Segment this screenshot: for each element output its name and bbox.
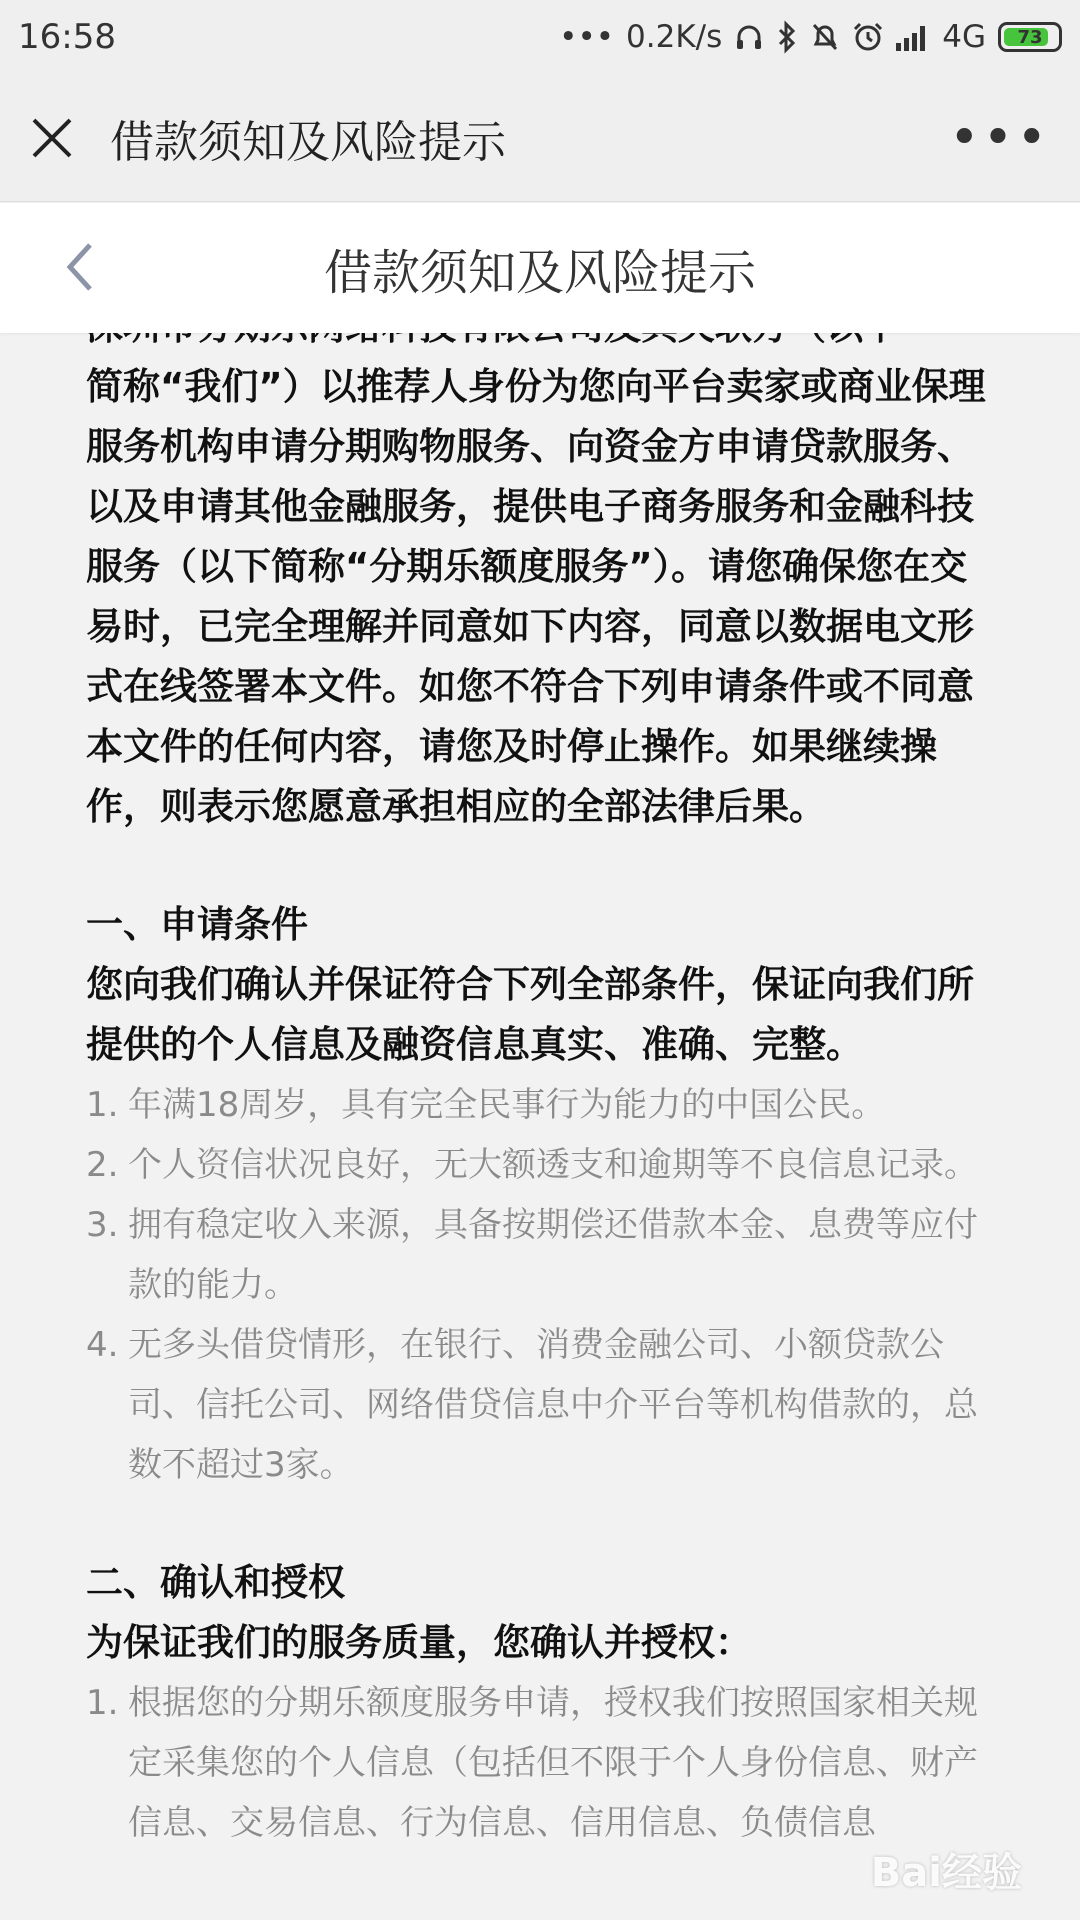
list-item-number: 3. [86, 1205, 119, 1245]
battery-level: 73 [1017, 26, 1043, 48]
status-time: 16:58 [18, 17, 116, 57]
network-speed: 0.2K/s [626, 19, 723, 55]
page-header [0, 203, 1080, 333]
app-titlebar [0, 74, 1080, 202]
section-lead-authorization: 为保证我们的服务质量，您确认并授权： [86, 1621, 752, 1664]
list-item-text: 无多头借贷情形，在银行、消费金融公司、小额贷款公司、信托公司、网络借贷信息中介平台等机构借款的，总数不超过3家。 [128, 1325, 978, 1485]
section-title-authorization: 二、确认和授权 [86, 1561, 345, 1604]
list-item-number: 4. [86, 1325, 119, 1365]
section-title-conditions: 一、申请条件 [86, 903, 308, 946]
status-bar [0, 0, 1080, 74]
list-item [86, 1075, 996, 1135]
status-icons [559, 19, 1062, 55]
bluetooth-icon [776, 21, 798, 53]
list-item [86, 1673, 996, 1853]
list-item-text: 拥有稳定收入来源，具备按期偿还借款本金、息费等应付款的能力。 [128, 1205, 978, 1305]
more-options-icon[interactable]: ••• [948, 107, 1050, 168]
headphones-icon [734, 22, 764, 52]
network-type: 4G [942, 19, 986, 55]
watermark-logo: Bai经验 [870, 1850, 1022, 1896]
conditions-list [86, 1075, 996, 1495]
more-dots-icon: ••• [559, 19, 615, 55]
document-content[interactable] [0, 333, 1080, 1920]
list-item-number: 1. [86, 1085, 119, 1125]
signal-icon [896, 23, 930, 51]
mute-icon [810, 21, 840, 53]
list-item-text: 年满18周岁，具有完全民事行为能力的中国公民。 [128, 1085, 886, 1125]
list-item-text: 个人资信状况良好，无大额透支和逾期等不良信息记录。 [128, 1145, 978, 1185]
back-icon[interactable] [56, 235, 108, 299]
list-item [86, 1315, 996, 1495]
document-body [86, 297, 996, 1853]
list-item [86, 1135, 996, 1195]
intro-paragraph: 简称“我们”）以推荐人身份为您向平台卖家或商业保理服务机构申请分期购物服务、向资金方申请贷款服务、以及申请其他金融服务，提供电子商务服务和金融科技服务（以下简称“分期乐额度服务”）。请您确保您在交易时，已完全理解并同意如下内容，同意以数据电文形式在线签署本文件。如您不符合下列申请条件或不同意本文件的任何内容，请您及时停止操作。如果继续操作，则表示您愿意承担相应的全部法律后果。 [86, 365, 986, 828]
alarm-icon [852, 21, 884, 53]
list-item-number: 1. [86, 1683, 119, 1723]
section-lead-conditions: 您向我们确认并保证符合下列全部条件，保证向我们所提供的个人信息及融资信息真实、准确、完整。 [86, 963, 974, 1066]
list-item-text: 根据您的分期乐额度服务申请，授权我们按照国家相关规定采集您的个人信息（包括但不限于个人身份信息、财产信息、交易信息、行为信息、信用信息、负债信息 [128, 1683, 978, 1843]
battery-icon [998, 22, 1062, 52]
window-title: 借款须知及风险提示 [110, 116, 506, 168]
list-item-number: 2. [86, 1145, 119, 1185]
page-title: 借款须知及风险提示 [323, 244, 756, 301]
authorization-list [86, 1673, 996, 1853]
close-icon[interactable] [30, 116, 74, 160]
list-item [86, 1195, 996, 1315]
